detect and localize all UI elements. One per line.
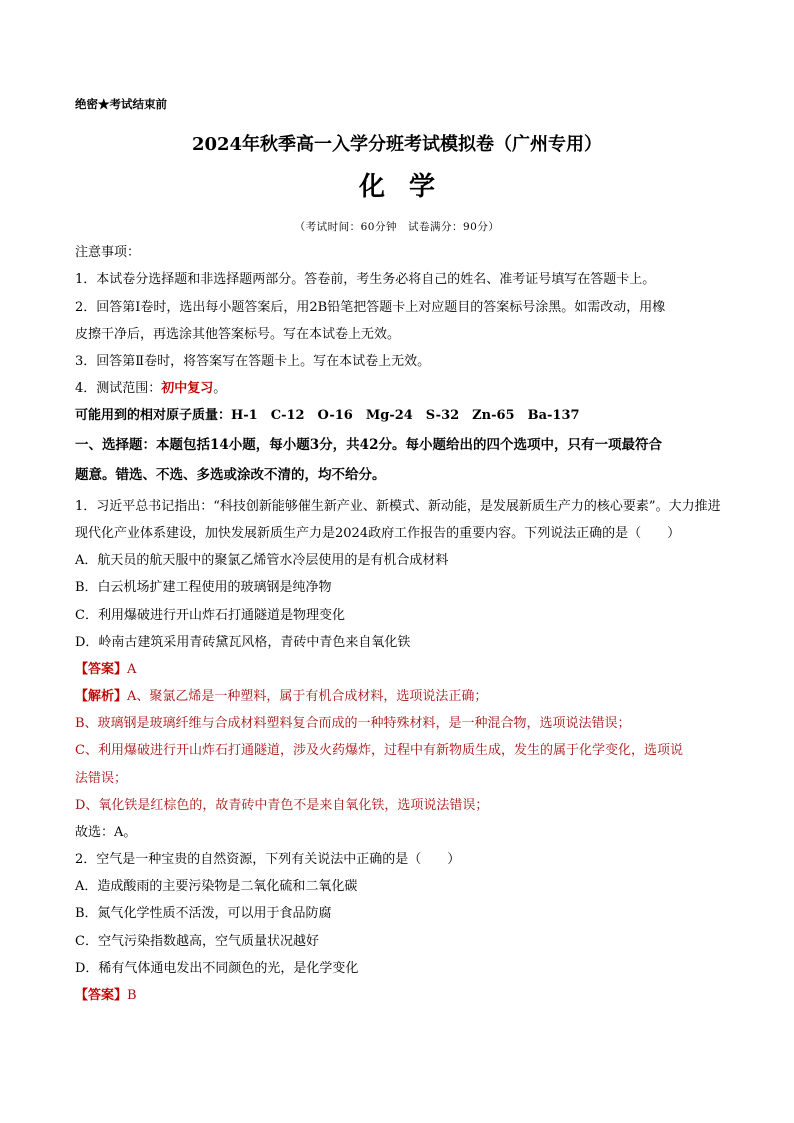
analysis-tag: 【解析】 — [75, 689, 128, 704]
q1-option-a: A．航天员的航天服中的聚氯乙烯管水冷层使用的是有机合成材料 — [75, 553, 449, 568]
notes-heading: 注意事项： — [75, 245, 141, 260]
q2-option-d: D．稀有气体通电发出不同颜色的光，是化学变化 — [75, 961, 359, 976]
q2-answer — [75, 988, 137, 1004]
note-4-prefix: 4．测试范围： — [75, 381, 162, 396]
q1-analysis-line3: C、利用爆破进行开山炸石打通隧道，涉及火药爆炸，过程中有新物质生成，发生的属于化学变化，选项说 — [75, 743, 683, 758]
exam-info: （考试时间：60分钟 试卷满分：90分） — [294, 221, 500, 233]
page-title: 2024年秋季高一入学分班考试模拟卷（广州专用） — [191, 134, 603, 155]
section-heading-line2: 题意。错选、不选、多选或涂改不清的，均不给分。 — [75, 467, 386, 483]
subject-title: 化学 — [358, 172, 459, 202]
q1-analysis-line4: 法错误； — [75, 771, 128, 786]
answer-value: B — [127, 988, 137, 1003]
q1-option-b: B．白云机场扩建工程使用的玻璃钢是纯净物 — [75, 580, 332, 595]
q1-choose: 故选：A。 — [75, 825, 137, 840]
note-2-line1: 2．回答第Ⅰ卷时，选出每小题答案后，用2B铅笔把答题卡上对应题目的答案标号涂黑。如需改动，用橡 — [75, 300, 666, 315]
q1-option-d: D．岭南古建筑采用青砖黛瓦风格，青砖中青色来自氧化铁 — [75, 635, 411, 650]
note-3: 3．回答第Ⅱ卷时，将答案写在答题卡上。写在本试卷上无效。 — [75, 354, 431, 369]
q1-analysis-line2: B、玻璃钢是玻璃纤维与合成材料塑料复合而成的一种特殊材料，是一种混合物，选项说法错误； — [75, 716, 631, 731]
answer-tag: 【答案】 — [75, 662, 128, 677]
q2-stem: 2．空气是一种宝贵的自然资源，下列有关说法中正确的是（ ） — [75, 852, 461, 867]
q2-option-c: C．空气污染指数越高，空气质量状况越好 — [75, 934, 319, 949]
q1-analysis-line5: D、氧化铁是红棕色的，故青砖中青色不是来自氧化铁，选项说法错误； — [75, 798, 489, 813]
q1-stem-line2: 现代化产业体系建设，加快发展新质生产力是2024政府工作报告的重要内容。下列说法正确的是（ ） — [75, 526, 681, 541]
q1-option-c: C．利用爆破进行开山炸石打通隧道是物理变化 — [75, 608, 345, 623]
q1-answer — [75, 662, 136, 678]
test-range: 初中复习 — [161, 381, 214, 396]
section-heading-line1: 一、选择题：本题包括14小题，每小题3分，共42分。每小题给出的四个选项中，只有一项最符合 — [75, 437, 662, 453]
note-2-line2: 皮擦干净后，再选涂其他答案标号。写在本试卷上无效。 — [75, 327, 401, 342]
note-4-suffix: 。 — [213, 381, 227, 396]
q2-option-b: B．氮气化学性质不活泼，可以用于食品防腐 — [75, 906, 332, 921]
q1-stem-line1: 1．习近平总书记指出：“科技创新能够催生新产业、新模式、新动能，是发展新质生产力的核心要素”。大力推进 — [75, 499, 721, 514]
answer-value: A — [127, 662, 137, 677]
q2-option-a: A．造成酸雨的主要污染物是二氧化硫和二氧化碳 — [75, 879, 358, 894]
note-4 — [75, 381, 226, 397]
q1-analysis-line1 — [75, 689, 487, 705]
atomic-mass-line: 可能用到的相对原子质量：H-1 C-12 O-16 Mg-24 S-32 Zn-65 Ba-137 — [75, 408, 580, 423]
analysis-text: A、聚氯乙烯是一种塑料，属于有机合成材料，选项说法正确； — [127, 689, 488, 704]
answer-tag: 【答案】 — [75, 988, 128, 1003]
secret-label: 绝密★考试结束前 — [75, 97, 167, 111]
note-1: 1．本试卷分选择题和非选择题两部分。答卷前，考生务必将自己的姓名、准考证号填写在答题卡上。 — [75, 272, 656, 287]
